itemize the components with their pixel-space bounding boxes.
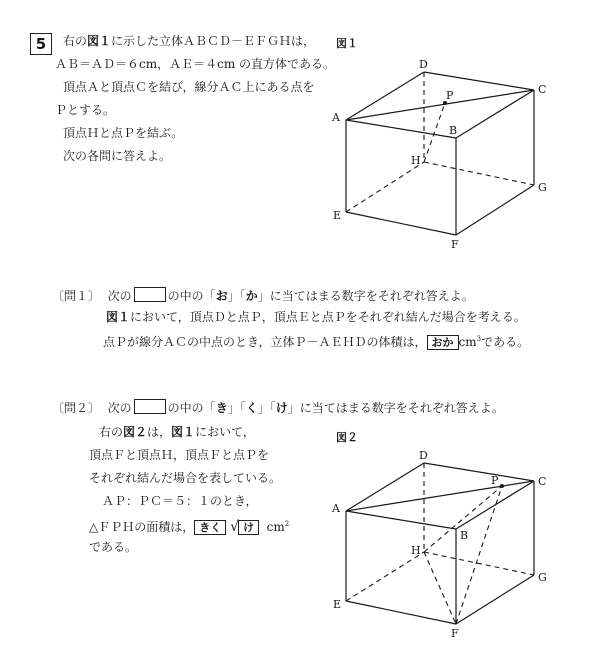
label-e: E xyxy=(333,598,342,611)
label-p: P xyxy=(446,89,454,102)
edge-ef xyxy=(346,601,456,624)
label-c: C xyxy=(538,475,547,488)
label-b: B xyxy=(460,529,469,542)
q2-line-4: それぞれ結んだ場合を表している。 xyxy=(89,471,282,485)
edge-ba xyxy=(346,120,456,138)
edge-cb xyxy=(456,90,534,138)
label-a: A xyxy=(332,111,340,124)
edge-hg xyxy=(424,162,534,185)
q1-line-3: 点Ｐが線分ＡＣの中点のとき，立体Ｐ－ＡＥＨＤの体積は， おか $cm^3$である。 xyxy=(103,335,530,349)
figure-2-title: 図２ xyxy=(336,431,358,444)
fig1-ref: 図１ xyxy=(87,34,112,48)
intro-line-6: 次の各問に答えよ。 xyxy=(63,149,172,163)
edge-dc xyxy=(424,463,534,481)
edge-ba xyxy=(346,511,456,529)
figure-1-title: 図１ xyxy=(336,37,358,50)
q2-line-2: 右の図２は，図１において， xyxy=(99,425,255,439)
intro-line-3: 頂点Ａと頂点Ｃを結び，線分ＡＣ上にある点を xyxy=(63,80,315,94)
label-e: E xyxy=(333,209,342,222)
answer-box-ke: け xyxy=(238,520,259,535)
intro-line-1-a: 右の xyxy=(63,34,88,48)
intro-line-4: Ｐとする。 xyxy=(55,103,116,117)
label-g: G xyxy=(538,571,547,584)
intro-line-2: ＡＢ＝ＡＤ＝６cm，ＡＥ＝４cm の直方体である。 xyxy=(55,57,336,71)
edge-eh xyxy=(346,552,424,601)
edge-dc xyxy=(424,72,534,90)
intro-line-1 xyxy=(63,33,315,50)
edge-fg xyxy=(456,575,534,624)
q2-line-1: 〔問２〕 次の の中の「き」「く」「け」に当てはまる数字をそれぞれ答えよ。 xyxy=(52,401,504,415)
q2-line-6: △ＦＰＨの面積は， きく √ け $cm^2$ xyxy=(89,519,290,535)
label-h: H xyxy=(411,544,421,557)
answer-box-kiku: きく xyxy=(194,520,226,535)
label-f: F xyxy=(451,238,459,251)
label-g: G xyxy=(538,181,547,194)
figure-1-cuboid xyxy=(320,52,560,252)
intro-line-1-b: に示した立体ＡＢＣＤ－ＥＦＧＨは， xyxy=(111,34,316,48)
intro-line-5: 頂点Ｈと点Ｐを結ぶ。 xyxy=(63,126,184,140)
q1-label: 〔問１〕 xyxy=(52,289,101,303)
q2-line-7: である。 xyxy=(89,540,138,554)
sqrt-symbol: √ xyxy=(230,519,239,535)
segment-fp xyxy=(456,486,502,624)
edge-ad xyxy=(346,463,424,511)
point-p xyxy=(500,484,504,488)
answer-box-oka: おか xyxy=(427,335,459,350)
label-h: H xyxy=(411,154,421,167)
q2-line-3: 頂点Ｆと頂点Ｈ，頂点Ｆと点Ｐを xyxy=(89,448,270,462)
label-f: F xyxy=(451,627,459,640)
q1-line-1: 〔問１〕 次の の中の「お」「か」に当てはまる数字をそれぞれ答えよ。 xyxy=(52,289,474,303)
q1-blank-box xyxy=(134,287,166,302)
segment-ac xyxy=(346,481,534,511)
label-c: C xyxy=(538,83,547,96)
label-p: P xyxy=(491,474,499,487)
label-a: A xyxy=(332,502,340,515)
segment-hp xyxy=(424,103,445,162)
edge-ad xyxy=(346,72,424,120)
label-b: B xyxy=(449,124,458,137)
q1-line-2: 図１において，頂点Ｄと点Ｐ，頂点Ｅと点Ｐをそれぞれ結んだ場合を考える。 xyxy=(106,310,526,324)
q2-label: 〔問２〕 xyxy=(52,401,101,415)
q2-blank-box xyxy=(134,399,166,414)
edge-eh xyxy=(346,162,424,212)
label-d: D xyxy=(419,449,428,462)
edge-fg xyxy=(456,185,534,235)
figure-2-cuboid xyxy=(320,440,560,645)
edge-ef xyxy=(346,212,456,235)
segment-hf xyxy=(424,552,456,624)
segment-hp xyxy=(424,486,502,552)
problem-number: 5 xyxy=(30,33,52,55)
q2-line-5: ＡＰ：ＰＣ＝５：１のとき， xyxy=(102,494,258,508)
edge-cb xyxy=(456,481,534,529)
label-d: D xyxy=(419,58,428,71)
